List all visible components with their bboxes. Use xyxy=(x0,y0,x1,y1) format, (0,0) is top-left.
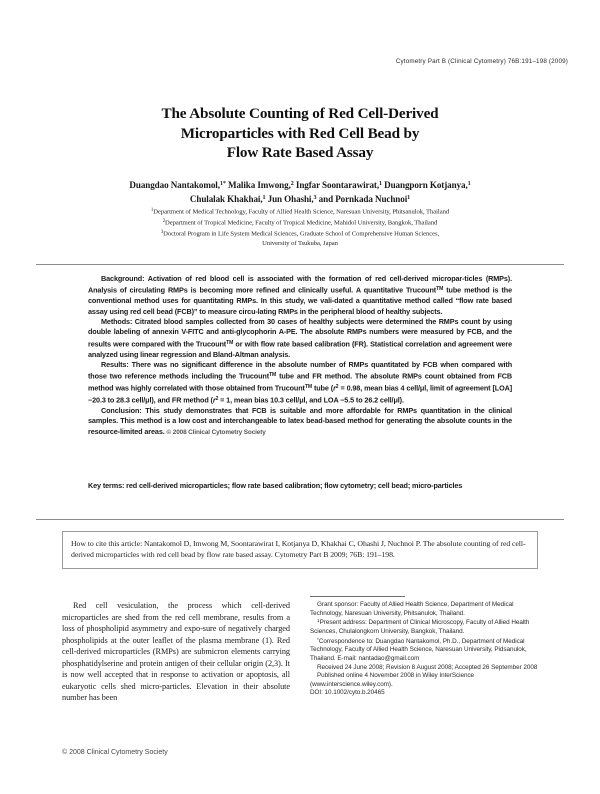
abstract-results-text-b: tube and FR method. The absolute RMPs count obtained from FCB method was highly correlated with those obtained from Trucount xyxy=(88,371,512,393)
author-4: Duangporn Kotjanya, xyxy=(381,180,468,191)
author-5-sup: 1 xyxy=(262,194,266,201)
author-6: Jun Ohashi, xyxy=(265,193,314,204)
body-column-left xyxy=(62,600,290,704)
body-paragraph-1: Red cell vesiculation, the process which cell-derived microparticles are shed from the red cell membrane, results from a loss of phospholipid asymmetry and expo-sure of negatively charged phospholipids at the outer leaflet of the plasma membrane (1). Red cell-derived microparticles (RMPs) are submicron elements carrying phosphatidylserine and protein antigen of their cellular origin (2,3). It is now well accepted that in response to activation or apoptosis, all eukaryotic cells shed micro-particles. Elevation in their absolute number has been xyxy=(62,601,290,702)
title-line-2: Microparticles with Red Cell Bead by xyxy=(180,124,420,142)
affiliation-1-text: Department of Medical Technology, Faculty of Allied Health Science, Naresuan University, Phitsanulok, Thailand xyxy=(153,208,450,216)
key-terms-label: Key terms: xyxy=(88,481,125,490)
footnote-present-address xyxy=(310,618,538,636)
abstract-background xyxy=(88,274,512,317)
abstract-results-text-c: tube ( xyxy=(311,383,334,393)
affiliation-2 xyxy=(36,217,564,228)
how-to-cite-box xyxy=(62,531,538,569)
affiliation-3-sup: 3 xyxy=(160,230,164,236)
affiliation-3 xyxy=(36,228,564,239)
abstract-background-label: Background: xyxy=(101,274,145,283)
footnote-column-right xyxy=(310,596,538,698)
affiliation-2-sup: 2 xyxy=(162,219,166,225)
author-7-sup: 1 xyxy=(407,194,411,201)
trademark-sup-1: TM xyxy=(436,286,444,293)
affiliation-3-text: Doctoral Program in Life System Medical Sciences, Graduate School of Comprehensive Human Sciences, xyxy=(163,230,440,238)
footnote-corr-text: Correspondence to: Duangdao Nantakomol, Ph.D., Department of Medical Technology, Faculty of Allied Health Science, Naresuan University, Pidsanulok, Thailand. E-mail: nantadao@gmail.com xyxy=(310,637,527,662)
trademark-sup-3: TM xyxy=(269,372,277,379)
trademark-sup-4: TM xyxy=(304,384,312,391)
footnote-rule xyxy=(310,596,405,597)
how-to-cite-text: How to cite this article: Nantakomol D, Imwong M, Soontarawirat I, Kotjanya D, Khakhai C, Ohashi J, Nuchnoi P. The absolute counting of red cell-derived microparticles with red cell bead by flow rate based assay. Cytometry Part B 2009; 76B: 191–198. xyxy=(71,539,526,560)
author-2-sup: 2 xyxy=(290,181,294,187)
abstract-results xyxy=(88,360,512,406)
abstract-conclusion-text: This study demonstrates that FCB is suitable and more affordable for RMPs quantitation in the clinical samples. This method is a low cost and interchangeable to latex bead-based method for generating the absolute counts in the resource-limited areas. xyxy=(88,406,512,436)
author-1: Duangdao Nantakomol, xyxy=(129,180,220,191)
author-6-sup: 3 xyxy=(313,194,317,201)
abstract-methods-text-a: Citrated blood samples collected from 30 cases of healthy subjects were determined the RMPs count by using double labeling of annexin V-FITC and anti-glycophorin A-PE. The absolute RMPs numbers were measured by FCB, and the results were compared with the Trucount xyxy=(88,316,512,349)
footnote-present-sup: 1 xyxy=(317,619,320,625)
key-terms xyxy=(88,481,512,491)
footnote-grant-sponsor: Grant sponsor: Faculty of Allied Health Science, Department of Medical Technology, Naresuan University, Phitsanulok, Thailand. xyxy=(310,601,514,617)
affiliation-1 xyxy=(36,206,564,217)
author-list xyxy=(55,178,545,206)
author-7: and Pornkada Nuchnoi xyxy=(316,193,408,204)
page-footer-copyright: © 2008 Clinical Cytometry Society xyxy=(62,748,168,756)
abstract-results-text-a: There was no significant difference in the absolute number of RMPs quantitated by FCB when compared with those two reference methods including the Trucount xyxy=(88,359,512,381)
abstract-results-label: Results: xyxy=(101,359,129,369)
title-line-1: The Absolute Counting of Red Cell-Derived xyxy=(161,105,439,122)
key-terms-text: red cell-derived microparticles; flow rate based calibration; flow cytometry; cell bead; micro-particles xyxy=(124,481,463,490)
footnote-correspondence xyxy=(310,637,538,664)
affiliation-2-text: Department of Tropical Medicine, Faculty of Tropical Medicine, Mahidol University, Bangkok, Thailand xyxy=(165,219,438,227)
abstract-bottom-rule xyxy=(36,519,564,520)
r-squared-exp-2: 2 xyxy=(215,396,219,403)
author-2: Malika Imwong, xyxy=(225,180,291,191)
r-squared-symbol-2: r xyxy=(212,395,216,405)
abstract xyxy=(88,274,512,438)
abstract-methods-label: Methods: xyxy=(101,316,133,326)
r-squared-symbol-1: r xyxy=(333,383,336,393)
abstract-results-text-d: = 0.98, mean bias 4 cell/μl, limit of agreement [LOA] −20.3 to 28.3 cell/μl), and FR method ( xyxy=(88,383,512,405)
affiliation-3-cont: University of Tsukuba, Japan xyxy=(262,240,338,248)
abstract-copyright: © 2008 Clinical Cytometry Society xyxy=(166,428,266,436)
affiliation-1-sup: 1 xyxy=(150,208,154,213)
author-3-sup: 1 xyxy=(379,181,382,187)
page-title xyxy=(60,104,540,163)
abstract-methods-text-b: or with flow rate based calibration (FR). Statistical correlation and agreement were analyzed using linear regression and Bland-Altman analysis. xyxy=(88,339,512,359)
abstract-results-text-e: = 1, mean bias 10.3 cell/μl, and LOA −5.5 to 26.2 cell/μl). xyxy=(218,395,404,405)
author-4-sup: 1 xyxy=(467,181,471,187)
author-1-sup: 1* xyxy=(219,181,226,187)
r-squared-exp-1: 2 xyxy=(335,384,339,391)
author-3: Ingfar Soontarawirat, xyxy=(293,180,379,191)
footnote-published-online: Published online 4 November 2008 in Wiley InterScience (www.interscience.wiley.com). xyxy=(310,672,475,688)
abstract-conclusion xyxy=(88,406,512,438)
author-5: Chulalak Khakhai, xyxy=(189,193,263,204)
abstract-top-rule xyxy=(36,264,564,265)
footnote-doi: DOI: 10.1002/cyto.b.20465 xyxy=(310,689,385,697)
title-line-3: Flow Rate Based Assay xyxy=(226,144,374,161)
abstract-background-text-b: tube method is the conventional method uses for quantitating RMPs. In this study, we vali-dated a quantitative method called “flow rate based assay using red cell bead (FCB)” to measure circu-lating RMPs in the peripheral blood of healthy subjects. xyxy=(88,285,512,316)
abstract-background-text-a: Activation of red blood cell is associated with the formation of red cell-derived micropar-ticles (RMPs). Analysis of circulating RMPs is becoming more refined and clinically useful. A quantitative Trucount xyxy=(88,274,512,295)
abstract-conclusion-label: Conclusion: xyxy=(101,406,142,416)
abstract-methods xyxy=(88,317,512,360)
footnote-present-text: Present address: Department of Clinical Microscopy, Faculty of Allied Health Sciences, Chulalongkorn University, Bangkok, Thailand. xyxy=(310,619,530,635)
journal-running-head: Cytometry Part B (Clinical Cytometry) 76B:191–198 (2009) xyxy=(395,58,568,65)
affiliation-list xyxy=(36,206,564,249)
footnote-dates: Received 24 June 2008; Revision 8 August 2008; Accepted 26 September 2008 xyxy=(317,663,538,671)
trademark-sup-2: TM xyxy=(226,339,234,346)
footnote-corr-sup: * xyxy=(317,637,319,643)
